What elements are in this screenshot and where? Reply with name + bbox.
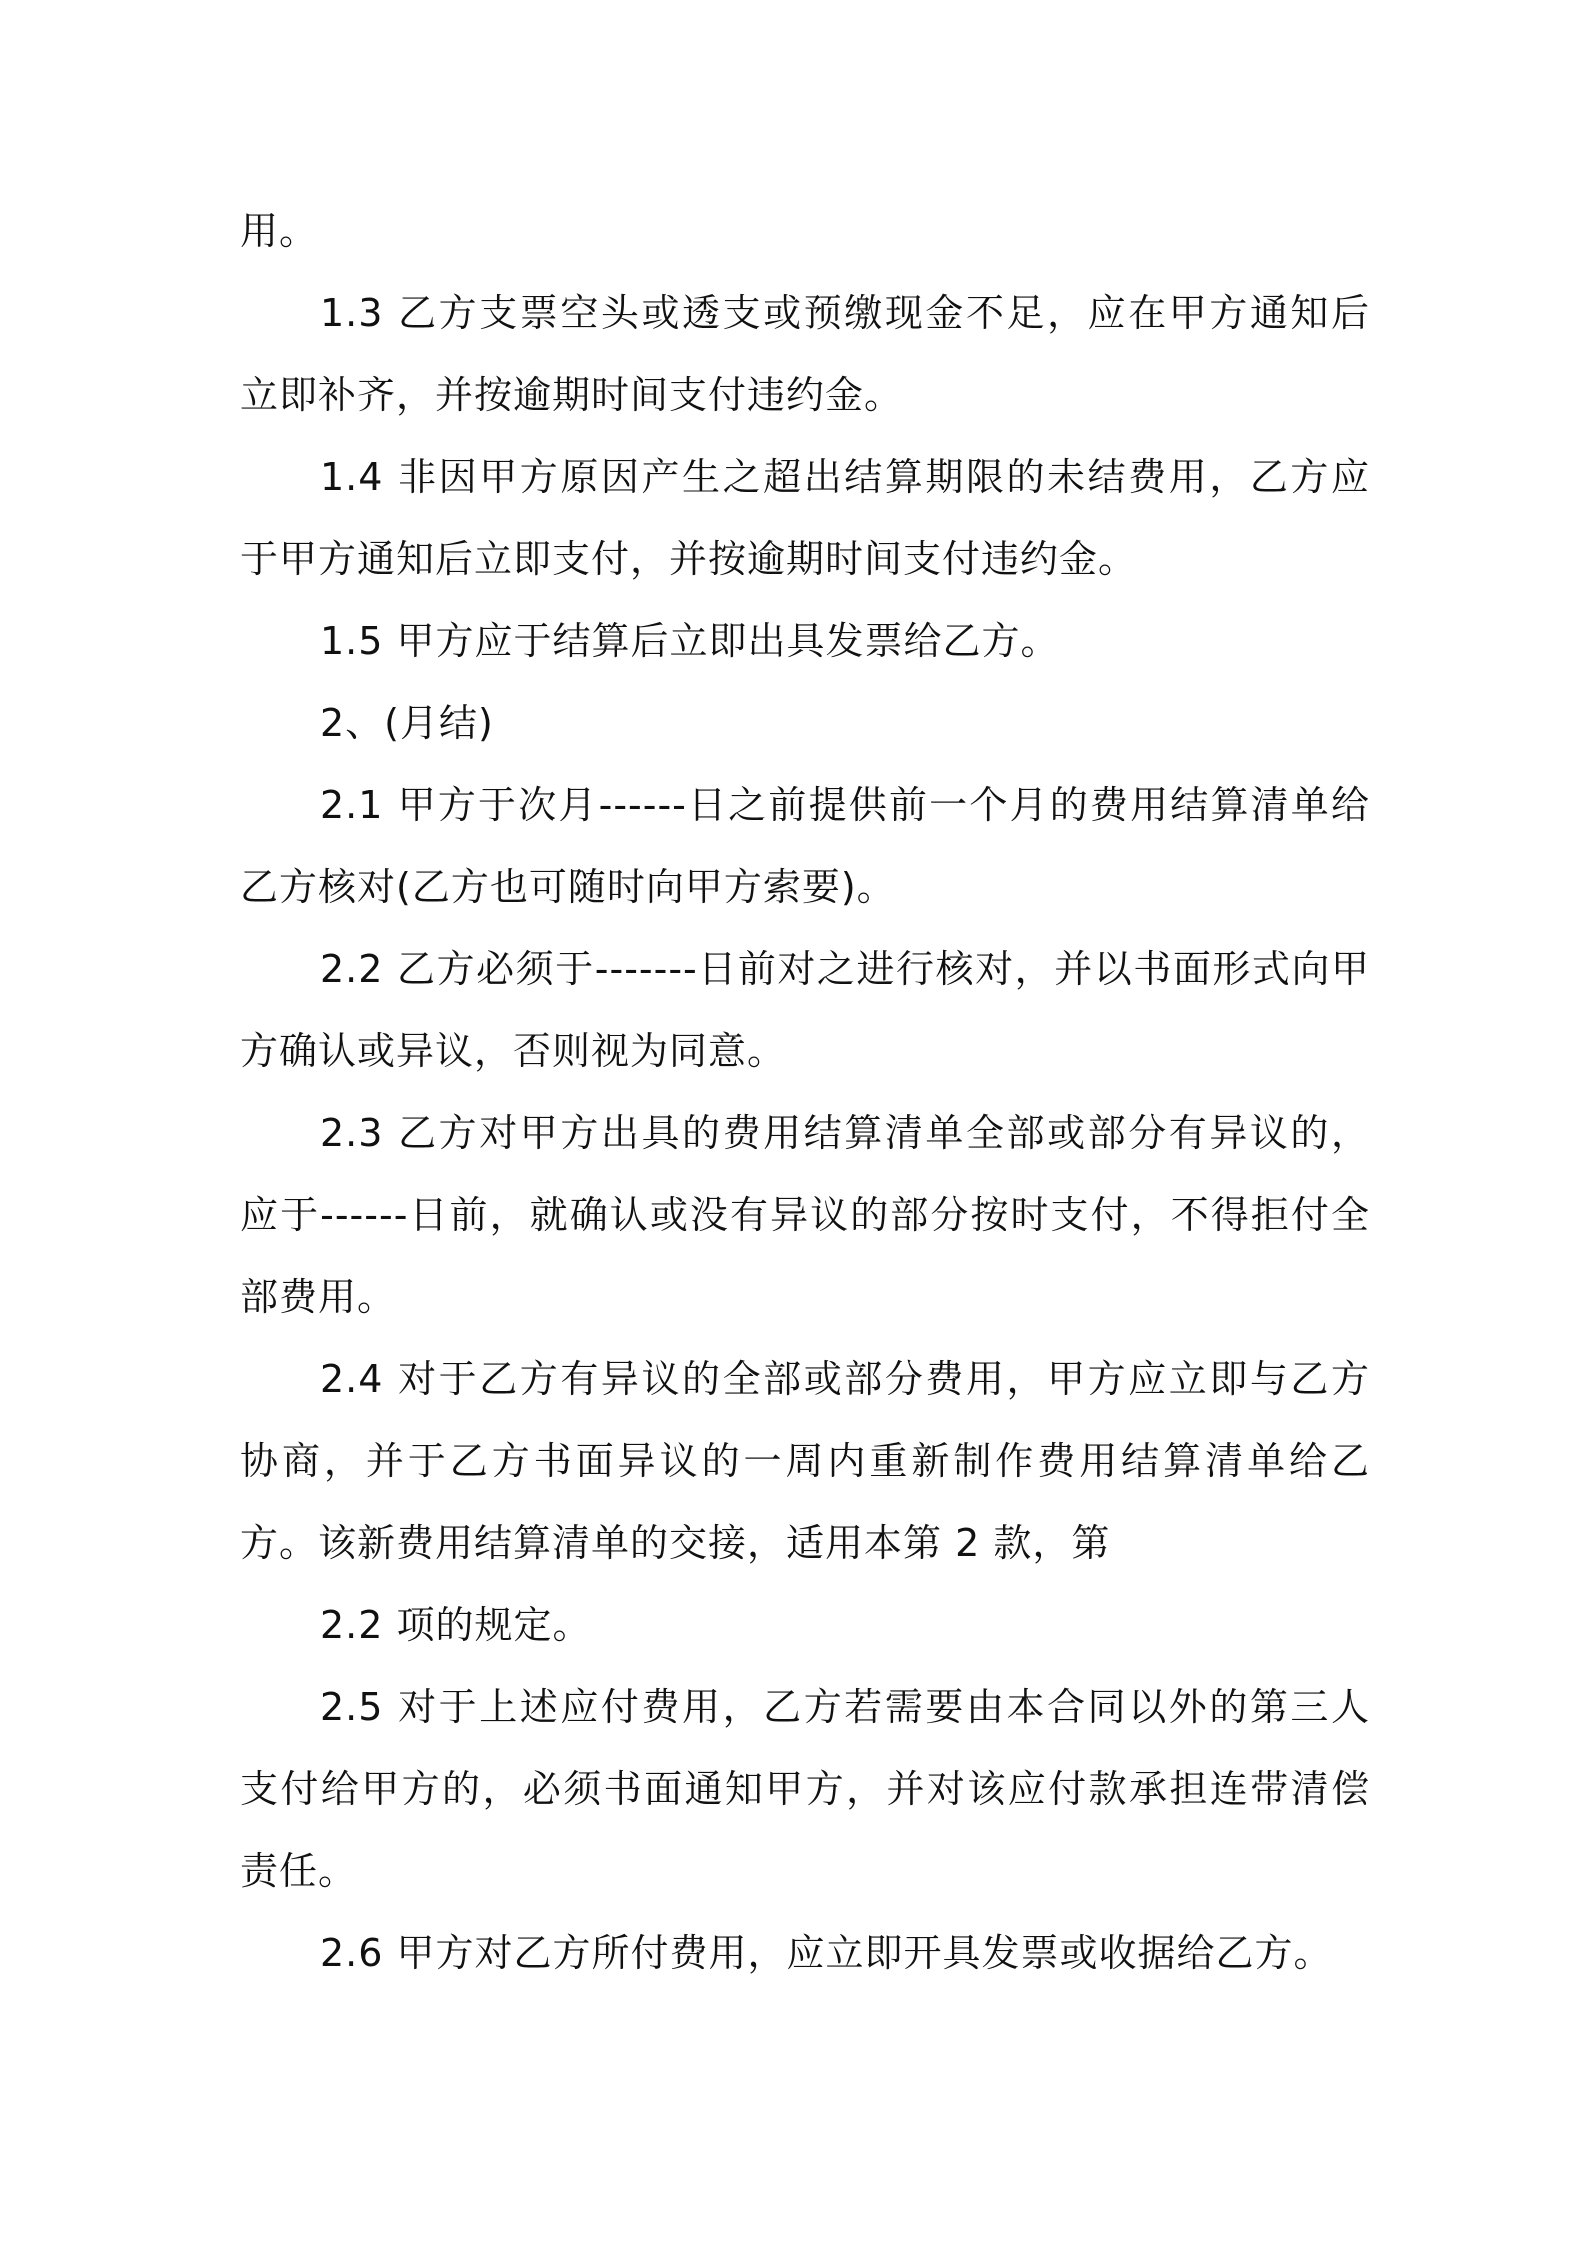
section-heading-monthly: 2、(月结) <box>320 701 494 745</box>
paragraph-2-2: 2.2 乙方必须于-------日前对之进行核对，并以书面形式向甲方确认或异议，否则视为同意。 <box>240 947 1370 1073</box>
paragraph-continuation: 用。 <box>240 209 319 253</box>
paragraph-1-3: 1.3 乙方支票空头或透支或预缴现金不足，应在甲方通知后立即补齐，并按逾期时间支付违约金。 <box>240 291 1370 417</box>
document-body <box>240 190 1370 1994</box>
paragraph-2-3: 2.3 乙方对甲方出具的费用结算清单全部或部分有异议的，应于------日前，就确认或没有异议的部分按时支付，不得拒付全部费用。 <box>240 1111 1370 1319</box>
paragraph-1-4: 1.4 非因甲方原因产生之超出结算期限的未结费用，乙方应于甲方通知后立即支付，并按逾期时间支付违约金。 <box>240 455 1370 581</box>
paragraph-1-5: 1.5 甲方应于结算后立即出具发票给乙方。 <box>320 619 1060 663</box>
paragraph-2-5: 2.5 对于上述应付费用，乙方若需要由本合同以外的第三人支付给甲方的，必须书面通知甲方，并对该应付款承担连带清偿责任。 <box>240 1685 1370 1893</box>
paragraph-2-4-continued: 2.2 项的规定。 <box>320 1603 592 1647</box>
paragraph-2-6: 2.6 甲方对乙方所付费用，应立即开具发票或收据给乙方。 <box>320 1931 1333 1975</box>
paragraph-2-4: 2.4 对于乙方有异议的全部或部分费用，甲方应立即与乙方协商，并于乙方书面异议的一周内重新制作费用结算清单给乙方。该新费用结算清单的交接，适用本第 2 款，第 <box>240 1357 1370 1565</box>
paragraph-2-1: 2.1 甲方于次月------日之前提供前一个月的费用结算清单给乙方核对(乙方也可随时向甲方索要)。 <box>240 783 1370 909</box>
